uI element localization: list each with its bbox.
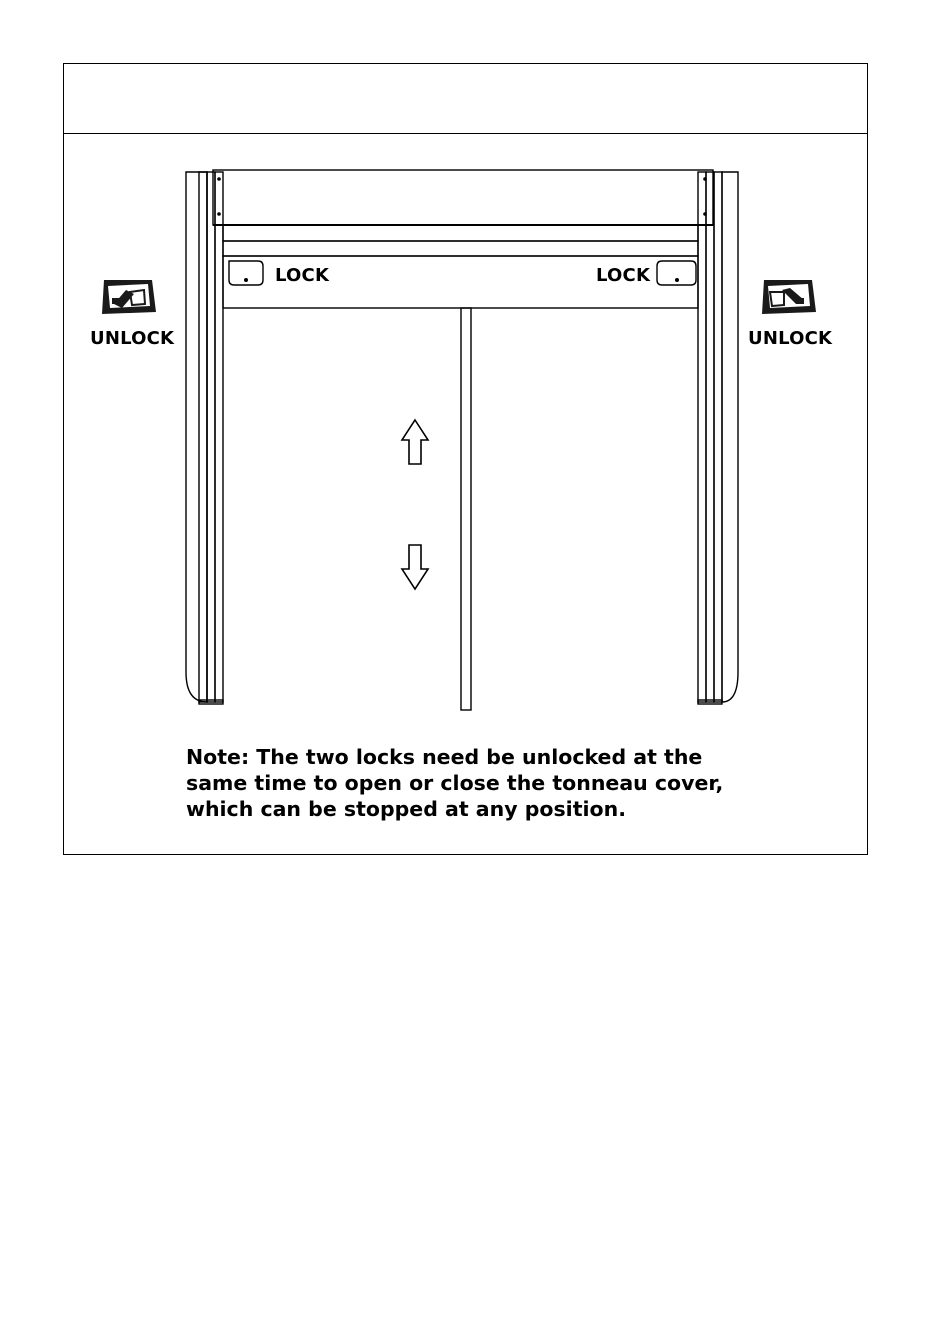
center-divider <box>461 308 471 710</box>
unlock-label-right: UNLOCK <box>748 328 833 349</box>
right-side-rail <box>722 172 738 702</box>
left-side-rail <box>186 172 207 702</box>
cover-panel-strip-2 <box>223 241 698 256</box>
right-rail-inner <box>706 172 714 702</box>
unlock-lever-icon <box>102 280 156 314</box>
unlock-lever-icon <box>762 280 816 314</box>
right-rail-inner-2 <box>698 172 706 702</box>
rivets <box>217 177 707 216</box>
arrow-up-icon <box>402 420 428 464</box>
arrow-down-icon <box>402 545 428 589</box>
right-rail-channel <box>714 172 722 702</box>
instruction-note: Note: The two locks need be unlocked at the same time to open or close the tonneau cover, which can be stopped at any position. <box>186 745 724 821</box>
lock-label-left: LOCK <box>275 265 330 286</box>
cover-panel-strip <box>223 225 698 241</box>
front-cap <box>213 170 713 225</box>
left-rail-inner-2 <box>215 172 223 702</box>
lock-handle-icon <box>657 261 696 285</box>
left-rail-channel <box>199 172 207 702</box>
left-rail-inner <box>207 172 215 702</box>
lock-label-right: LOCK <box>596 265 651 286</box>
unlock-label-left: UNLOCK <box>90 328 175 349</box>
lock-handle-icon <box>229 261 263 285</box>
